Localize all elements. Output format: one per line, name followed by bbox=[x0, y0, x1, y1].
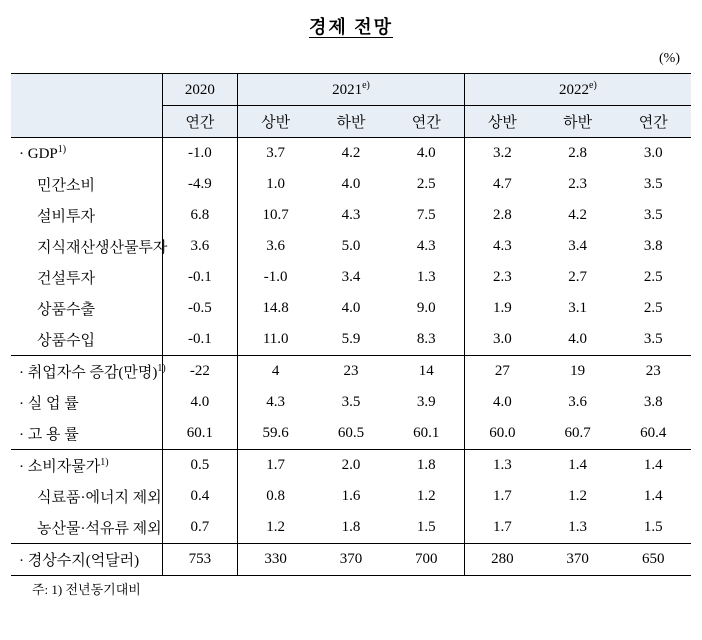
cell-value: 1.9 bbox=[464, 293, 540, 324]
cell-value: 60.7 bbox=[564, 425, 591, 441]
page-title: 경제 전망 bbox=[308, 17, 394, 37]
cell-value: 60.0 bbox=[464, 418, 540, 450]
table-row bbox=[11, 262, 691, 293]
row-label-superscript: 1) bbox=[100, 457, 109, 468]
cell-value: 4.3 bbox=[416, 238, 436, 254]
cell-value: 4.2 bbox=[341, 145, 361, 161]
cell-value: 4.3 bbox=[238, 387, 314, 418]
row-label: · 고 용 률 bbox=[19, 427, 79, 443]
table-footnote: 주: 1) 전년동기대비 bbox=[32, 582, 141, 597]
cell-value: 3.6 bbox=[238, 231, 314, 262]
cell-value: 4.3 bbox=[464, 231, 540, 262]
cell-value: 1.7 bbox=[238, 450, 314, 482]
table-row bbox=[11, 481, 691, 512]
row-label-superscript: 1) bbox=[157, 363, 166, 374]
cell-value: 1.2 bbox=[416, 488, 436, 504]
cell-value: 2.0 bbox=[313, 450, 389, 482]
header-2022-h2: 하반 bbox=[540, 106, 616, 138]
cell-value: 3.5 bbox=[341, 394, 361, 410]
cell-value: 4.0 bbox=[568, 331, 587, 347]
row-label: · 경상수지(억달러) bbox=[11, 544, 162, 576]
cell-value: 1.6 bbox=[341, 488, 361, 504]
cell-value: 3.9 bbox=[416, 394, 436, 410]
cell-value: 11.0 bbox=[238, 324, 314, 356]
cell-value: 700 bbox=[389, 544, 465, 576]
cell-value: 0.5 bbox=[162, 450, 238, 482]
cell-value: 3.4 bbox=[341, 269, 361, 285]
cell-value: 2.8 bbox=[464, 200, 540, 231]
cell-value: 23 bbox=[313, 356, 389, 388]
table-row bbox=[11, 231, 691, 262]
cell-value: 3.7 bbox=[238, 138, 314, 170]
header-row-years bbox=[11, 74, 691, 106]
header-corner-cell-2 bbox=[11, 106, 162, 138]
cell-value: 330 bbox=[238, 544, 314, 576]
cell-value: 4.7 bbox=[464, 169, 540, 200]
cell-value: 1.0 bbox=[238, 169, 314, 200]
cell-value: 370 bbox=[313, 544, 389, 576]
cell-value: 4.3 bbox=[341, 207, 361, 223]
header-2021-annual: 연간 bbox=[389, 106, 465, 138]
cell-value: 2.7 bbox=[568, 269, 587, 285]
cell-value: 3.5 bbox=[643, 331, 663, 347]
row-label: · $GDP^{1)}$ bbox=[19, 144, 67, 162]
cell-value: 1.3 bbox=[416, 269, 436, 285]
cell-value: 5.0 bbox=[341, 238, 361, 254]
header-group-2020: 2020 bbox=[162, 74, 238, 106]
cell-value: 370 bbox=[540, 544, 616, 576]
cell-value: 1.8 bbox=[341, 519, 361, 535]
cell-value: 1.3 bbox=[568, 519, 587, 535]
header-2021-h1: 상반 bbox=[238, 106, 314, 138]
cell-value: 4.0 bbox=[341, 300, 361, 316]
cell-value: 4 bbox=[238, 356, 314, 388]
table-header bbox=[11, 74, 691, 138]
cell-value: 1.5 bbox=[416, 519, 436, 535]
cell-value: 5.9 bbox=[341, 331, 361, 347]
cell-value: 3.6 bbox=[568, 394, 587, 410]
cell-value: 9.0 bbox=[416, 300, 436, 316]
cell-value: 19 bbox=[540, 356, 616, 388]
cell-value: 0.8 bbox=[238, 481, 314, 512]
header-group-2022: 2022$^{e)}$ bbox=[464, 74, 691, 106]
cell-value: -0.5 bbox=[162, 293, 238, 324]
cell-value: 0.7 bbox=[162, 512, 238, 544]
cell-value: 4.2 bbox=[568, 207, 587, 223]
unit-label: (%) bbox=[659, 51, 680, 66]
cell-value: 2.8 bbox=[568, 145, 587, 161]
cell-value: 280 bbox=[464, 544, 540, 576]
cell-value: 3.8 bbox=[643, 394, 663, 410]
cell-value: 23 bbox=[615, 356, 691, 388]
row-label: 농산물·석유류 제외 bbox=[37, 521, 162, 537]
cell-value: 4.0 bbox=[416, 145, 436, 161]
cell-value: 3.1 bbox=[568, 300, 587, 316]
row-label: 상품수출 bbox=[37, 302, 95, 318]
cell-value: 1.4 bbox=[540, 450, 616, 482]
cell-value: 3.0 bbox=[643, 145, 663, 161]
table-row bbox=[11, 512, 691, 544]
cell-value: 10.7 bbox=[238, 200, 314, 231]
row-label: 건설투자 bbox=[37, 271, 95, 287]
table-body bbox=[11, 138, 691, 576]
header-row-periods bbox=[11, 106, 691, 138]
cell-value: 14 bbox=[389, 356, 465, 388]
cell-value: 60.4 bbox=[640, 425, 667, 441]
header-corner-cell bbox=[11, 74, 162, 106]
header-2022-annual: 연간 bbox=[615, 106, 691, 138]
cell-value: 2.3 bbox=[464, 262, 540, 293]
economic-outlook-table bbox=[11, 73, 691, 576]
cell-value: 1.7 bbox=[464, 481, 540, 512]
row-label: 상품수입 bbox=[37, 333, 95, 349]
cell-value: -22 bbox=[162, 356, 238, 388]
cell-value: 1.2 bbox=[238, 512, 314, 544]
cell-value: 1.4 bbox=[643, 488, 663, 504]
cell-value: 4.0 bbox=[162, 387, 238, 418]
cell-value: 1.8 bbox=[389, 450, 465, 482]
cell-value: 753 bbox=[162, 544, 238, 576]
cell-value: 1.3 bbox=[464, 450, 540, 482]
cell-value: 2.3 bbox=[568, 176, 587, 192]
table-row bbox=[11, 200, 691, 231]
row-label-superscript: 1) bbox=[57, 144, 67, 155]
row-label: 지식재산생산물투자 bbox=[37, 240, 168, 256]
cell-value: 60.1 bbox=[162, 418, 238, 450]
cell-value: -0.1 bbox=[162, 262, 238, 293]
cell-value: -0.1 bbox=[162, 324, 238, 356]
row-label: · 실 업 률 bbox=[19, 396, 79, 412]
cell-value: 60.1 bbox=[413, 425, 440, 441]
cell-value: 60.5 bbox=[337, 425, 365, 441]
cell-value: 1.5 bbox=[643, 519, 663, 535]
cell-value: 1.7 bbox=[464, 512, 540, 544]
header-2020-annual: 연간 bbox=[162, 106, 238, 138]
cell-value: 59.6 bbox=[238, 418, 314, 450]
table-row bbox=[11, 544, 691, 576]
cell-value: 3.6 bbox=[162, 231, 238, 262]
table-row bbox=[11, 324, 691, 356]
cell-value: 2.5 bbox=[643, 300, 663, 316]
cell-value: 4.0 bbox=[464, 387, 540, 418]
table-row bbox=[11, 450, 691, 482]
row-label: 민간소비 bbox=[37, 178, 95, 194]
cell-value: 3.5 bbox=[643, 176, 663, 192]
row-label: · 소비자물가$^{1)}$ bbox=[11, 450, 162, 482]
row-label: 설비투자 bbox=[37, 209, 95, 225]
cell-value: 1.2 bbox=[568, 488, 587, 504]
cell-value: -4.9 bbox=[162, 169, 238, 200]
cell-value: 6.8 bbox=[162, 200, 238, 231]
table-row bbox=[11, 169, 691, 200]
row-label: 식료품·에너지 제외 bbox=[37, 490, 162, 506]
cell-value: 3.0 bbox=[464, 324, 540, 356]
header-2022-h1: 상반 bbox=[464, 106, 540, 138]
cell-value: 4.0 bbox=[341, 176, 361, 192]
cell-value: 27 bbox=[464, 356, 540, 388]
cell-value: 1.4 bbox=[615, 450, 691, 482]
cell-value: 3.2 bbox=[464, 138, 540, 170]
header-2021-h2: 하반 bbox=[313, 106, 389, 138]
row-label: · 취업자수 증감(만명)$^{1)}$ bbox=[11, 356, 162, 388]
cell-value: 7.5 bbox=[416, 207, 436, 223]
table-row bbox=[11, 356, 691, 388]
cell-value: 3.4 bbox=[568, 238, 587, 254]
cell-value: 8.3 bbox=[416, 331, 436, 347]
cell-value: 650 bbox=[615, 544, 691, 576]
table-row bbox=[11, 387, 691, 418]
cell-value: 2.5 bbox=[643, 269, 663, 285]
cell-value: 3.5 bbox=[643, 207, 663, 223]
table-row bbox=[11, 418, 691, 450]
cell-value: -1.0 bbox=[238, 262, 314, 293]
cell-value: 0.4 bbox=[162, 481, 238, 512]
table-row bbox=[11, 138, 691, 170]
cell-value: -1.0 bbox=[162, 138, 238, 170]
cell-value: 14.8 bbox=[238, 293, 314, 324]
table-row bbox=[11, 293, 691, 324]
header-group-2021: 2021$^{e)}$ bbox=[238, 74, 465, 106]
cell-value: 2.5 bbox=[416, 176, 436, 192]
cell-value: 3.8 bbox=[643, 238, 663, 254]
